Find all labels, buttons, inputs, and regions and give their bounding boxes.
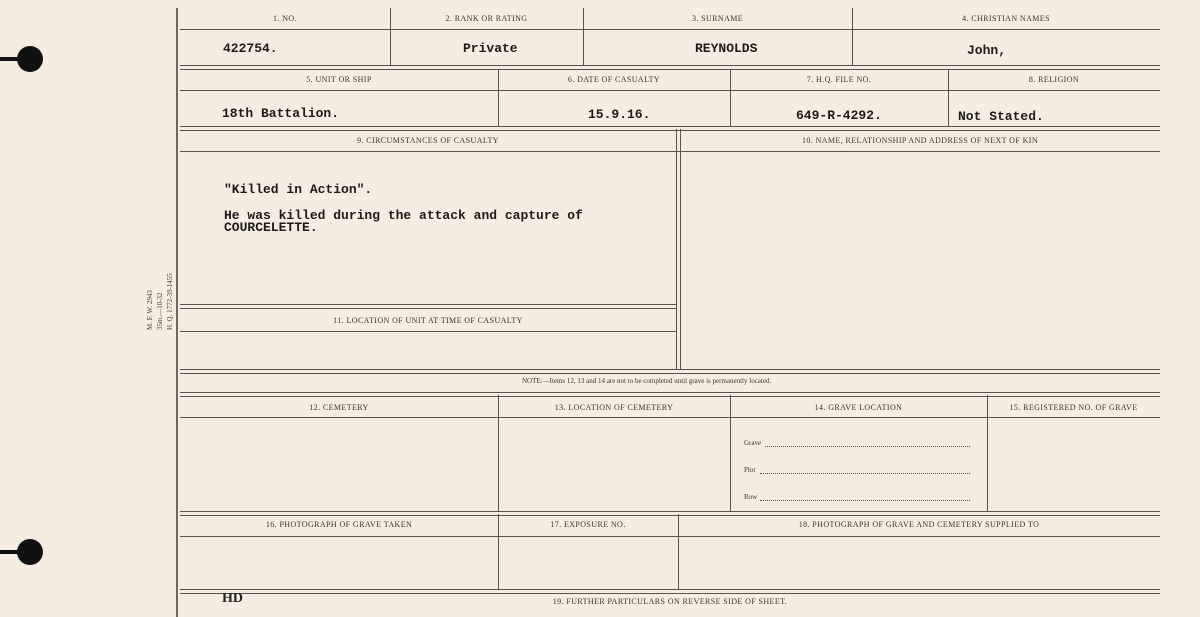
rule [180,511,1160,516]
header-circumstances: 9. CIRCUMSTANCES OF CASUALTY [357,136,499,145]
row-label: Row [744,493,758,501]
header-registered-no: 15. REGISTERED NO. OF GRAVE [1009,403,1138,412]
header-photo-taken: 16. PHOTOGRAPH OF GRAVE TAKEN [265,520,413,529]
header-hq-file: 7. H.Q. FILE NO. [806,75,872,84]
header-next-of-kin: 10. NAME, RELATIONSHIP AND ADDRESS OF NEXT OF KIN [801,136,1039,145]
circumstances-line-1: "Killed in Action". [224,182,373,197]
note-text: NOTE:—Items 12, 13 and 14 are not to be completed until grave is permanently located. [522,377,772,385]
header-christian-names: 4. CHRISTIAN NAMES [962,14,1050,23]
value-unit: 18th Battalion. [222,106,340,121]
circumstances-line-2: He was killed during the attack and capture of [224,208,583,223]
header-grave-location: 14. GRAVE LOCATION [814,403,903,412]
rule [180,536,1160,537]
value-hq-file: 649-R-4292. [796,108,882,123]
grave-label: Grave [744,439,762,447]
rule [180,304,676,309]
grave-dotted-line [765,446,970,447]
header-location-cemetery: 13. LOCATION OF CEMETERY [554,403,674,412]
value-surname: REYNOLDS [695,41,758,56]
header-exposure-no: 17. EXPOSURE NO. [550,520,626,529]
rule [676,129,681,370]
rule [180,331,676,332]
rule [180,29,1160,30]
header-surname: 3. SURNAME [691,14,744,23]
rule [180,65,1160,70]
value-religion: Not Stated. [958,109,1044,124]
side-mark-2: 35m.—10-32 [156,292,164,330]
header-unit: 5. UNIT OR SHIP [306,75,372,84]
rule [180,417,1160,418]
circumstances-line-3: COURCELETTE. [224,220,318,235]
header-photo-supplied: 18. PHOTOGRAPH OF GRAVE AND CEMETERY SUPPLIED TO [798,520,1040,529]
value-christian-names: John, [967,43,1007,58]
rule [180,90,1160,91]
rule [180,126,1160,131]
header-further-particulars: 19. FURTHER PARTICULARS ON REVERSE SIDE OF SHEET. [552,597,788,606]
header-religion: 8. RELIGION [1028,75,1080,84]
header-rank: 2. RANK OR RATING [445,14,528,23]
header-cemetery: 12. CEMETERY [309,403,369,412]
header-no: 1. NO. [273,14,297,23]
rule [180,369,1160,374]
value-rank: Private [463,41,518,56]
rule [730,395,731,511]
left-margin-rule [176,8,178,617]
side-mark-3: H. Q. 1772-39-1455 [166,273,174,330]
value-date: 15.9.16. [588,107,651,122]
rule [987,395,988,511]
plot-dotted-line [760,473,970,474]
row-dotted-line [760,500,970,501]
punch-hole-bottom-bar [0,550,26,554]
plot-label: Plot [744,466,756,474]
side-mark-1: M. F. W. 2943 [146,290,154,330]
rule [180,392,1160,397]
value-no: 422754. [223,41,278,56]
header-date: 6. DATE OF CASUALTY [567,75,661,84]
rule [498,395,499,511]
initials: HD [222,591,243,606]
header-location-unit: 11. LOCATION OF UNIT AT TIME OF CASUALTY [333,316,523,325]
punch-hole-top-bar [0,57,26,61]
rule [180,589,1160,594]
rule [180,151,1160,152]
